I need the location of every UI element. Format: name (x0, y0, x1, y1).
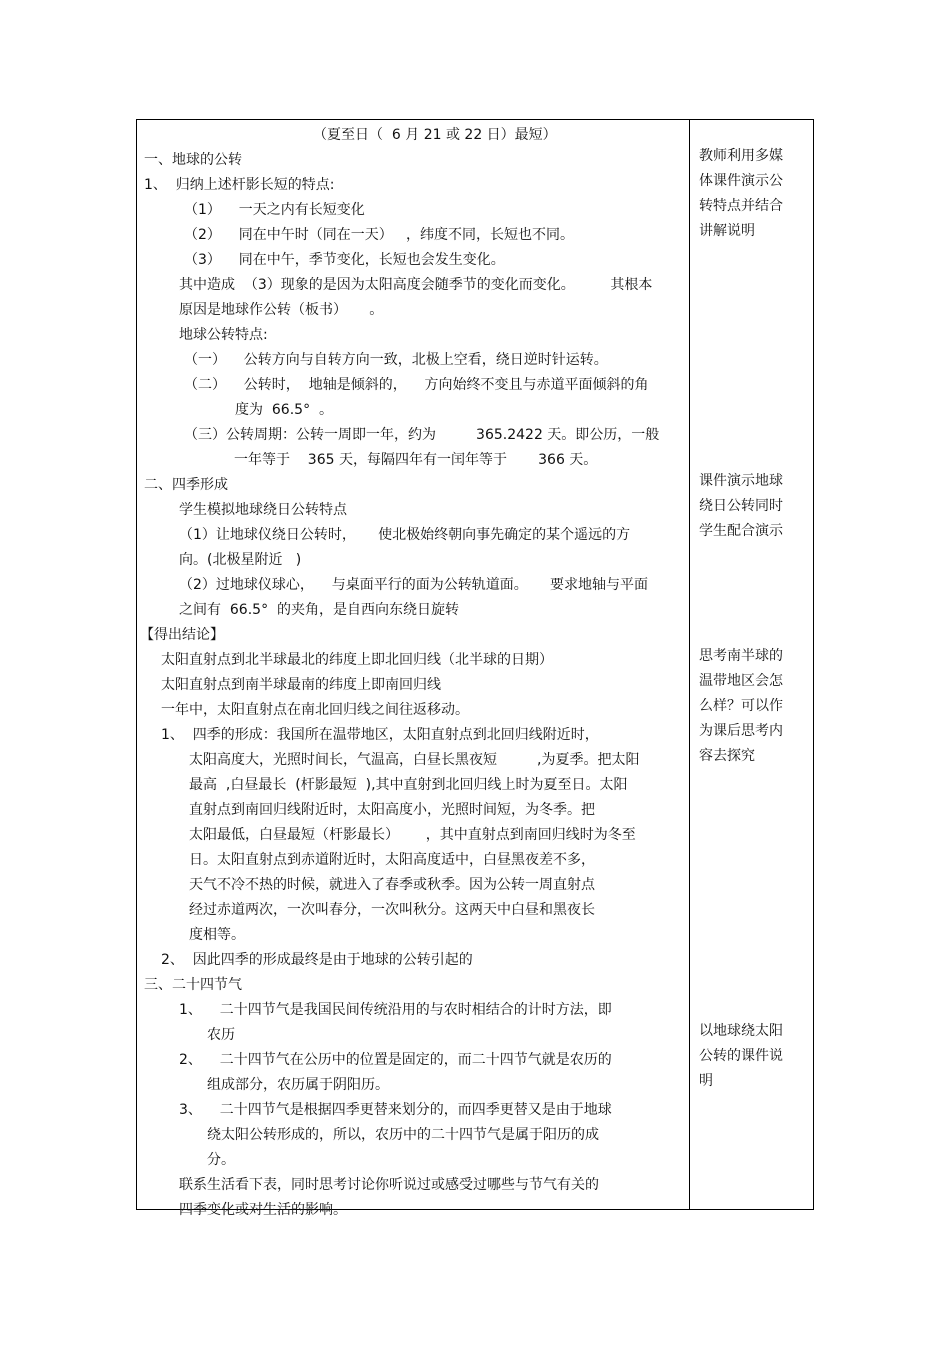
text-line: 太阳直射点到南半球最南的纬度上即南回归线 (161, 677, 441, 693)
text-line: 1、 四季的形成：我国所在温带地区，太阳直射点到北回归线附近时， (161, 727, 599, 743)
text-line: 1、 二十四节气是我国民间传统沿用的与农时相结合的计时方法，即 (179, 1002, 612, 1018)
text-line: 绕太阳公转形成的，所以，农历中的二十四节气是属于阳历的成 (207, 1127, 599, 1143)
text-line: 一、地球的公转 (144, 152, 242, 168)
text-line: 联系生活看下表，同时思考讨论你听说过或感受过哪些与节气有关的 (179, 1177, 599, 1193)
text-line: 一年中，太阳直射点在南北回归线之间往返移动。 (161, 702, 469, 718)
text-line: 三、二十四节气 (144, 977, 242, 993)
text-line: 向。(北极星附近 ) (179, 552, 302, 568)
text-line: （二） 公转时， 地轴是倾斜的， 方向始终不变且与赤道平面倾斜的角 (184, 377, 649, 393)
column-divider (689, 120, 690, 1209)
teacher-note: 思考南半球的 温带地区会怎 么样？可以作 为课后思考内 容去探究 (699, 648, 783, 764)
text-line: 直射点到南回归线附近时，太阳高度小，光照时间短，为冬季。把 (189, 802, 595, 818)
lesson-plan-table (136, 119, 814, 1218)
teacher-note: 以地球绕太阳 公转的课件说 明 (699, 1023, 783, 1089)
text-line: 太阳最低，白昼最短（杆影最长） ，其中直射点到南回归线时为冬至 (189, 827, 636, 843)
text-line: 组成部分，农历属于阴阳历。 (207, 1077, 389, 1093)
text-line: 原因是地球作公转（板书） 。 (179, 302, 384, 318)
text-line: （2） 同在中午时（同在一天） ，纬度不同，长短也不同。 (184, 227, 575, 243)
text-line: 太阳高度大，光照时间长，气温高，白昼长黑夜短 ,为夏季。把太阳 (189, 752, 640, 768)
text-line: 经过赤道两次，一次叫春分，一次叫秋分。这两天中白昼和黑夜长 (189, 902, 595, 918)
text-line: 一年等于 365 天，每隔四年有一闰年等于 366 天。 (234, 452, 598, 468)
text-line: 分。 (207, 1152, 235, 1168)
text-line: （1）让地球仪绕日公转时， 使北极始终朝向事先确定的某个遥远的方 (179, 527, 631, 543)
text-line: （夏至日（ 6 月 21 或 22 日）最短） (313, 127, 557, 143)
text-line: 四季变化或对生活的影响。 (179, 1202, 347, 1218)
text-line: （一） 公转方向与自转方向一致，北极上空看，绕日逆时针运转。 (184, 352, 608, 368)
text-line: 太阳直射点到北半球最北的纬度上即北回归线（北半球的日期） (161, 652, 553, 668)
text-line: 地球公转特点: (179, 327, 268, 343)
text-line: （1） 一天之内有长短变化 (184, 202, 365, 218)
text-line: 度相等。 (189, 927, 245, 943)
text-line: 二、四季形成 (144, 477, 228, 493)
text-line: 度为 66.5° 。 (235, 402, 333, 418)
text-line: 【得出结论】 (140, 627, 224, 643)
text-line: 最高 ,白昼最长 (杆影最短 ),其中直射到北回归线上时为夏至日。太阳 (189, 777, 628, 793)
text-line: 天气不冷不热的时候，就进入了春季或秋季。因为公转一周直射点 (189, 877, 595, 893)
text-line: 3、 二十四节气是根据四季更替来划分的，而四季更替又是由于地球 (179, 1102, 612, 1118)
text-line: 2、 因此四季的形成最终是由于地球的公转引起的 (161, 952, 473, 968)
teacher-note: 教师利用多媒 体课件演示公 转特点并结合 讲解说明 (699, 148, 783, 239)
text-line: （3） 同在中午，季节变化，长短也会发生变化。 (184, 252, 505, 268)
text-line: 之间有 66.5° 的夹角，是自西向东绕日旋转 (179, 602, 459, 618)
text-line: （三）公转周期：公转一周即一年，约为 365.2422 天。即公历，一般 (184, 427, 660, 443)
text-line: 学生模拟地球绕日公转特点 (179, 502, 347, 518)
text-line: 日。太阳直射点到赤道附近时，太阳高度适中，白昼黑夜差不多， (189, 852, 595, 868)
text-line: 农历 (207, 1027, 235, 1043)
teacher-note: 课件演示地球 绕日公转同时 学生配合演示 (699, 473, 783, 539)
text-line: 2、 二十四节气在公历中的位置是固定的，而二十四节气就是农历的 (179, 1052, 612, 1068)
text-line: 其中造成 （3）现象的是因为太阳高度会随季节的变化而变化。 其根本 (179, 277, 653, 293)
text-line: 1、 归纳上述杆影长短的特点: (144, 177, 335, 193)
text-line: （2）过地球仪球心， 与桌面平行的面为公转轨道面。 要求地轴与平面 (179, 577, 648, 593)
